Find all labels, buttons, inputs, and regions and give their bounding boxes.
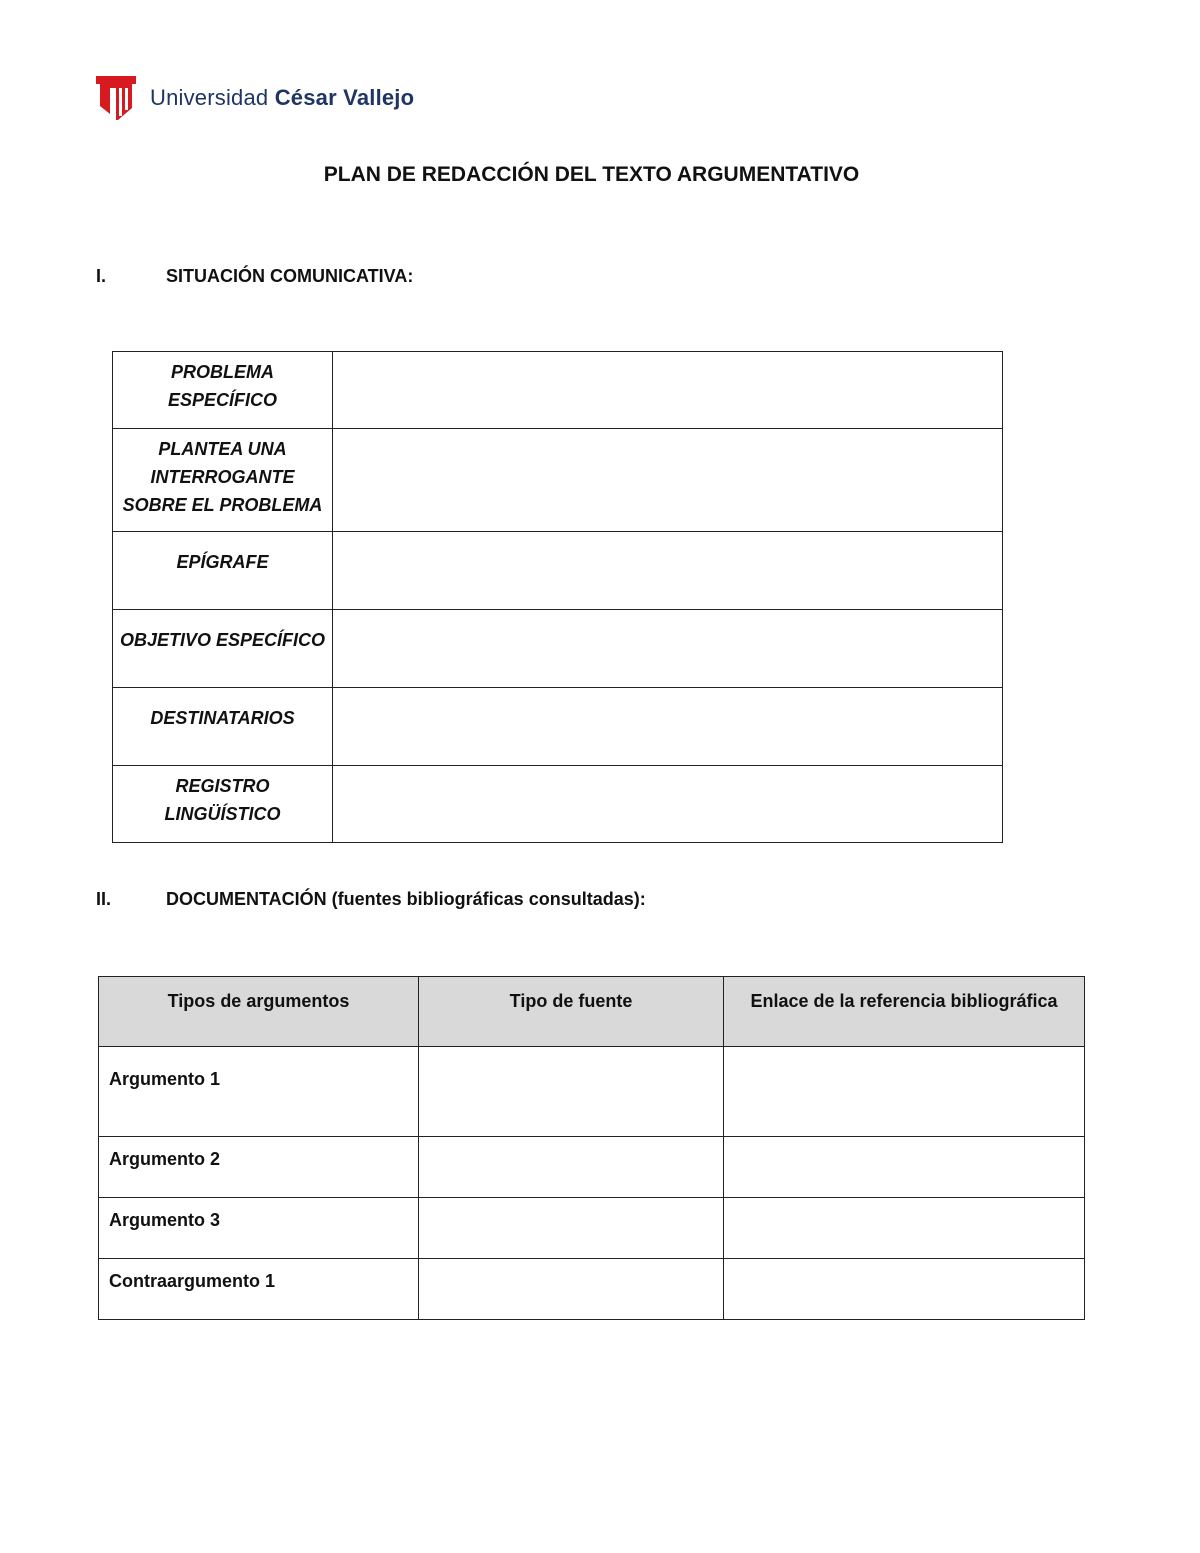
table-header-row: [99, 977, 1085, 1047]
row-value-cell[interactable]: [333, 766, 1003, 843]
table-row: [113, 766, 1003, 843]
table-row: [99, 1259, 1085, 1320]
reference-link-cell[interactable]: [724, 1047, 1085, 1137]
table-row: [99, 1198, 1085, 1259]
section-2-heading: [96, 889, 646, 910]
column-header: Tipos de argumentos: [99, 977, 419, 1047]
reference-link-cell[interactable]: [724, 1198, 1085, 1259]
row-label: EPÍGRAFE: [113, 532, 333, 610]
reference-link-cell[interactable]: [724, 1259, 1085, 1320]
brand-regular: Universidad: [150, 85, 269, 110]
source-type-cell[interactable]: [419, 1259, 724, 1320]
row-value-cell[interactable]: [333, 429, 1003, 532]
source-type-cell[interactable]: [419, 1137, 724, 1198]
argument-cell: Argumento 2: [99, 1137, 419, 1198]
documentation-table: [98, 976, 1085, 1320]
table-row: [113, 688, 1003, 766]
section-1-heading: [96, 266, 413, 287]
argument-cell: Argumento 3: [99, 1198, 419, 1259]
table-row: [113, 532, 1003, 610]
section-2-title: DOCUMENTACIÓN (fuentes bibliográficas consultadas):: [166, 889, 646, 909]
communicative-situation-table: [112, 351, 1003, 843]
table-row: [113, 352, 1003, 429]
section-1-title: SITUACIÓN COMUNICATIVA:: [166, 266, 414, 286]
table-row: [113, 610, 1003, 688]
column-header: Enlace de la referencia bibliográfica: [724, 977, 1085, 1047]
argument-cell: Contraargumento 1: [99, 1259, 419, 1320]
section-1-number: I.: [96, 266, 107, 286]
row-value-cell[interactable]: [333, 688, 1003, 766]
table-row: [113, 429, 1003, 532]
row-value-cell[interactable]: [333, 610, 1003, 688]
reference-link-cell[interactable]: [724, 1137, 1085, 1198]
table-row: [99, 1047, 1085, 1137]
row-value-cell[interactable]: [333, 532, 1003, 610]
brand-bold: César Vallejo: [274, 85, 415, 110]
row-value-cell[interactable]: [333, 352, 1003, 429]
row-label: OBJETIVO ESPECÍFICO: [113, 610, 333, 688]
argument-cell: Argumento 1: [99, 1047, 419, 1137]
table-row: [99, 1137, 1085, 1198]
document-title: PLAN DE REDACCIÓN DEL TEXTO ARGUMENTATIVO: [323, 163, 860, 186]
source-type-cell[interactable]: [419, 1198, 724, 1259]
ucv-shield-icon: [96, 74, 136, 122]
row-label: DESTINATARIOS: [113, 688, 333, 766]
row-label: PROBLEMA ESPECÍFICO: [113, 352, 333, 429]
university-logo: [96, 74, 414, 122]
university-name: [150, 85, 414, 111]
row-label: PLANTEA UNA INTERROGANTE SOBRE EL PROBLEMA: [113, 429, 333, 532]
column-header: Tipo de fuente: [419, 977, 724, 1047]
row-label: REGISTRO LINGÜÍSTICO: [113, 766, 333, 843]
source-type-cell[interactable]: [419, 1047, 724, 1137]
section-2-number: II.: [96, 889, 112, 909]
